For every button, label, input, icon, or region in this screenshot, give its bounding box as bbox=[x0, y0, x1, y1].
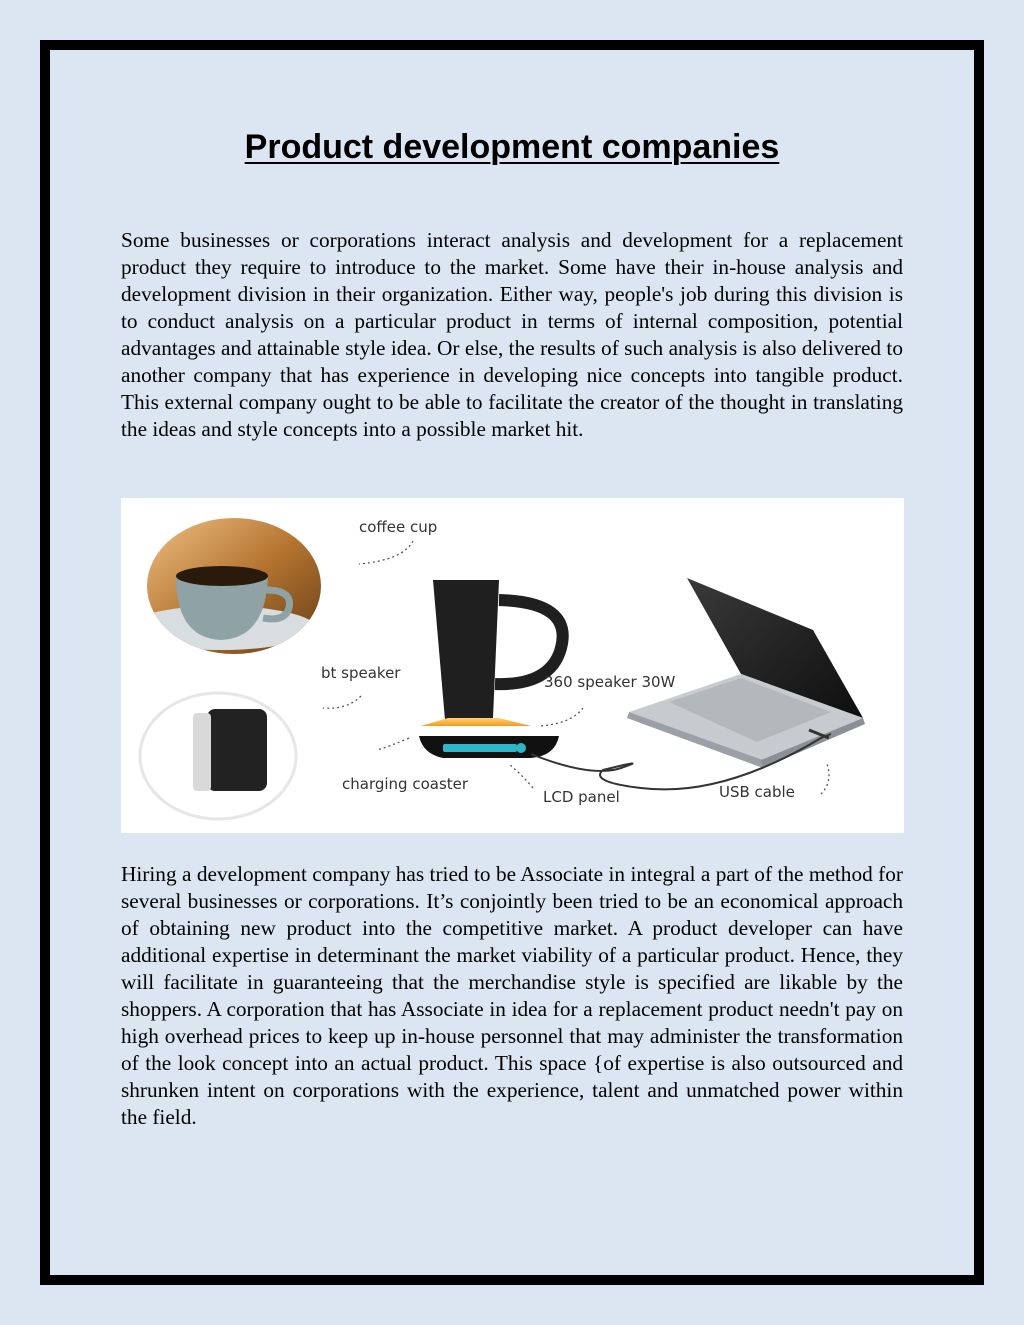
page-title: Product development companies bbox=[244, 128, 780, 166]
label-bt-speaker: bt speaker bbox=[321, 664, 401, 682]
label-360-speaker: 360 speaker 30W bbox=[544, 673, 676, 691]
coffee-cup-photo bbox=[126, 513, 331, 663]
product-illustration bbox=[121, 498, 904, 833]
label-coffee-cup: coffee cup bbox=[359, 518, 438, 536]
mug-with-coaster bbox=[419, 580, 563, 758]
page-frame bbox=[40, 40, 984, 1285]
label-usb-cable: USB cable bbox=[719, 783, 795, 801]
body-paragraph: Hiring a development company has tried to be Associate in integral a part of the method for several businesses or corporations. It’s conjointly been tried to be an economical approach of obtaining new product into the competitive market. A product developer can have additional expertise in determinant the market viability of a particular product. Hence, they will facilitate in guaranteeing that the merchandise style is specified are likable by the shoppers. A corporation that has Associate in idea for a replacement product needn't pay on high overhead prices to keep up in-house personnel that may administer the transformation of the look concept into an actual product. This space {of expertise is also outsourced and shrunken intent on corporations with the experience, talent and unmatched power within the field. bbox=[121, 862, 903, 1129]
intro-paragraph: Some businesses or corporations interact analysis and development for a replacement product they require to introduce to the market. Some have their in-house analysis and development division in their organization. Either way, people's job during this division is to conduct analysis on a particular product in terms of internal composition, potential advantages and attainable style idea. Or else, the results of such analysis is also delivered to another company that has experience in developing nice concepts into tangible product. This external company ought to be able to facilitate the creator of the thought in translating the ideas and style concepts into a possible market hit. bbox=[121, 228, 903, 441]
bt-speaker-photo bbox=[140, 693, 296, 819]
label-charging-coaster: charging coaster bbox=[342, 775, 469, 793]
label-lcd-panel: LCD panel bbox=[543, 788, 620, 806]
